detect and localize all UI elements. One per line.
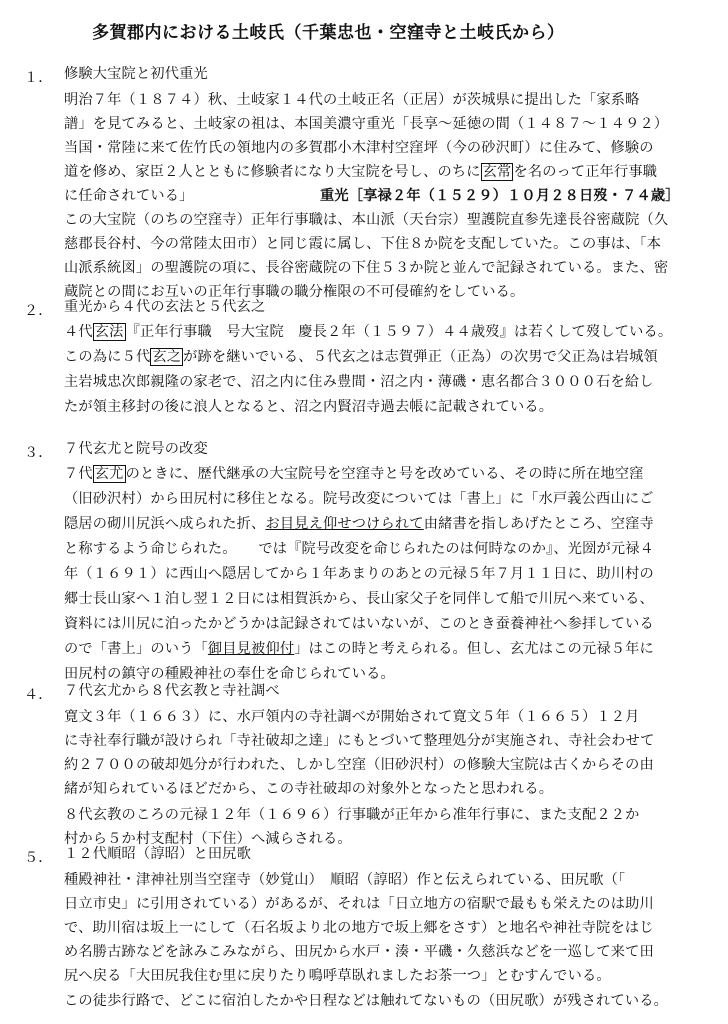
text-segment: 隠居の砌川尻浜へ成られた折、: [64, 516, 266, 532]
text-line: [64, 350, 658, 364]
section-heading: １２代順昭（諄昭）と田尻歌: [64, 846, 252, 862]
text-segment: 」はこの時と考えられる。但し、玄尤はこの元禄５年に: [294, 641, 654, 657]
boxed-name: 玄之: [152, 349, 182, 365]
text-line: 寛文３年（１６６３）に、水戸領内の寺社調べが開始されて寛文５年（１６６５）１２月: [64, 709, 640, 725]
text-line: 譜」を見てみると、土岐家の祖は、本国美濃守重光「長享～延徳の間（１４８７～１４９２）: [64, 116, 669, 132]
text-line: [64, 642, 654, 656]
text-line: に任命されている」: [64, 188, 194, 204]
text-line: [64, 325, 672, 339]
text-line: で、助川宿は坂上一にして（石名坂より北の地方で坂上郷をさす）と地名や神社寺院をはじ: [64, 920, 654, 936]
text-line: この徒歩行路で、どこに宿泊したかや日程などは触れてないもの（田尻歌）が残されている。: [64, 993, 668, 1009]
text-segment: 『正年行事職 号大宝院 慶長２年（１５９７）４４歳歿』は若くして歿している。: [125, 324, 673, 340]
underlined-phrase: 御目見被仰付: [207, 641, 295, 657]
section-heading: ７代玄尤と院号の改変: [64, 441, 208, 457]
text-line: 当国・常陸に来て佐竹氏の領地内の多賀郡小木津村空窪坪（今の砂沢町）に住みて、修験の: [64, 140, 654, 156]
text-line: 明治７年（１８７４）秋、土岐家１４代の土岐正名（正居）が茨城県に提出した「家系略: [64, 92, 640, 108]
text-segment: のときに、歴代継承の大宝院号を空窪寺と号を改めている、その時に所在地空窪: [125, 466, 644, 482]
text-line: 田尻村の鎮守の種殿神社の奉仕を命じられている。: [64, 666, 395, 682]
text-segment: ので「書上」のいう「: [64, 641, 208, 657]
text-segment: ４代: [64, 324, 93, 340]
text-segment: ７代: [64, 466, 93, 482]
section-number: ３．: [24, 445, 53, 461]
text-line: 種殿神社・津神社別当空窪寺（妙覚山） 順昭（諄昭）作と伝えられている、田尻歌（「: [64, 872, 626, 888]
text-line: 資料には川尻に泊ったかどうかは記録されてはいないが、このとき蚕養神社へ参拝している: [64, 616, 654, 632]
section-heading: 重光から４代の玄法と５代玄之: [64, 299, 266, 315]
section-number: ４．: [24, 687, 53, 703]
text-segment: この為に５代: [64, 349, 151, 365]
text-segment: が跡を継いでいる、５代玄之は志賀弾正（正為）の次男で父正為は岩城領: [183, 349, 658, 365]
text-line: 緒が知られているほどだから、この寺社破却の対象外となったと思われる。: [64, 781, 554, 797]
text-line: 村から５か村支配村（下住）へ減らされる。: [64, 831, 352, 847]
text-segment: を名のって正年行事職: [513, 164, 658, 180]
text-line: この大宝院（のちの空窪寺）正年行事職は、本山派（天台宗）聖護院直参先達長谷密蔵院（久: [64, 212, 669, 228]
underlined-phrase: お目見え仰せつけられて: [265, 516, 424, 532]
text-line: 慈郡長谷村、今の常陸太田市）と同じ霞に属し、下住８か院を支配していた。この事は、「本: [64, 236, 662, 252]
text-line: に寺社奉行職が設けられ「寺社破却之達」にもとづいて整理処分が実施され、寺社会わせて: [64, 733, 655, 749]
page-title: 多賀郡内における土岐氏（千葉忠也・空窪寺と土岐氏から）: [92, 23, 565, 43]
text-segment: 道を修め、家臣２人とともに修験者になり大宝院を号し、のちに: [64, 164, 481, 180]
text-line: たが領主移封の後に浪人となると、沼之内賢沼寺過去帳に記載されている。: [64, 399, 554, 415]
text-line: [64, 165, 657, 179]
section-heading: ７代玄尤から８代玄教と寺社調べ: [64, 683, 280, 699]
section-number: １．: [24, 70, 53, 86]
text-line: 主岩城忠次郎親隆の家老で、沼之内に住み豊間・沼之内・薄磯・恵名都合３０００石を給し: [64, 374, 654, 390]
section-number: ２．: [24, 303, 53, 319]
text-line: [64, 517, 654, 531]
text-line: [64, 467, 644, 481]
text-line: （旧砂沢村）から田尻村に移住となる。院号改変については「書上」に「水戸義公西山にご: [64, 491, 654, 507]
boxed-name: 玄法: [94, 324, 124, 340]
date-note: 重光［享禄２年（１５２９）１０月２８日歿・７４歳］: [320, 188, 680, 204]
text-line: 郷士長山家へ１泊し翌１２日には相賀浜から、長山家父子を同伴して船で川尻へ来ている、: [64, 591, 654, 607]
text-line: 年（１６９１）に西山へ隠居してから１年あまりのあとの元禄５年７月１１日に、助川村の: [64, 566, 654, 582]
section-number: ５．: [24, 850, 53, 866]
text-line: 日立市史」に引用されている）があるが、それは「日立地方の宿駅で最もも栄えたのは助川: [64, 896, 654, 912]
text-line: め名勝古跡などを詠みこみながら、田尻から水戸・湊・平磯・久慈浜などを一巡して来て田: [64, 944, 654, 960]
text-line: 山派系統図」の聖護院の項に、長谷密蔵院の下住５３か院と並んで記録されている。また、密: [64, 260, 669, 276]
text-segment: 由緒書を指しあげたところ、空窪寺: [423, 516, 654, 532]
text-line: 尻へ戻る「大田尻我住む里に戻りたり鳴呼草臥れましたお茶一つ」とむすんでいる。: [64, 968, 611, 984]
section-heading: 修験大宝院と初代重光: [64, 66, 208, 82]
boxed-name: 玄尤: [94, 466, 124, 482]
text-line: と称するよう命じられた。 では『院号改変を命じられたのは何時なのか』、光圀が元禄４: [64, 541, 655, 557]
text-line: 蔵院との間にお互いの正年行事職の職分権限の不可侵確約をしている。: [64, 284, 525, 300]
text-line: 約２７００の破却処分が行われた、しかし空窪（旧砂沢村）の修験大宝院は古くからその由: [64, 757, 654, 773]
boxed-name: 玄常: [482, 164, 512, 180]
text-line: ８代玄教のころの元禄１２年（１６９６）行事職が正年から准年行事に、また支配２２か: [64, 807, 640, 823]
